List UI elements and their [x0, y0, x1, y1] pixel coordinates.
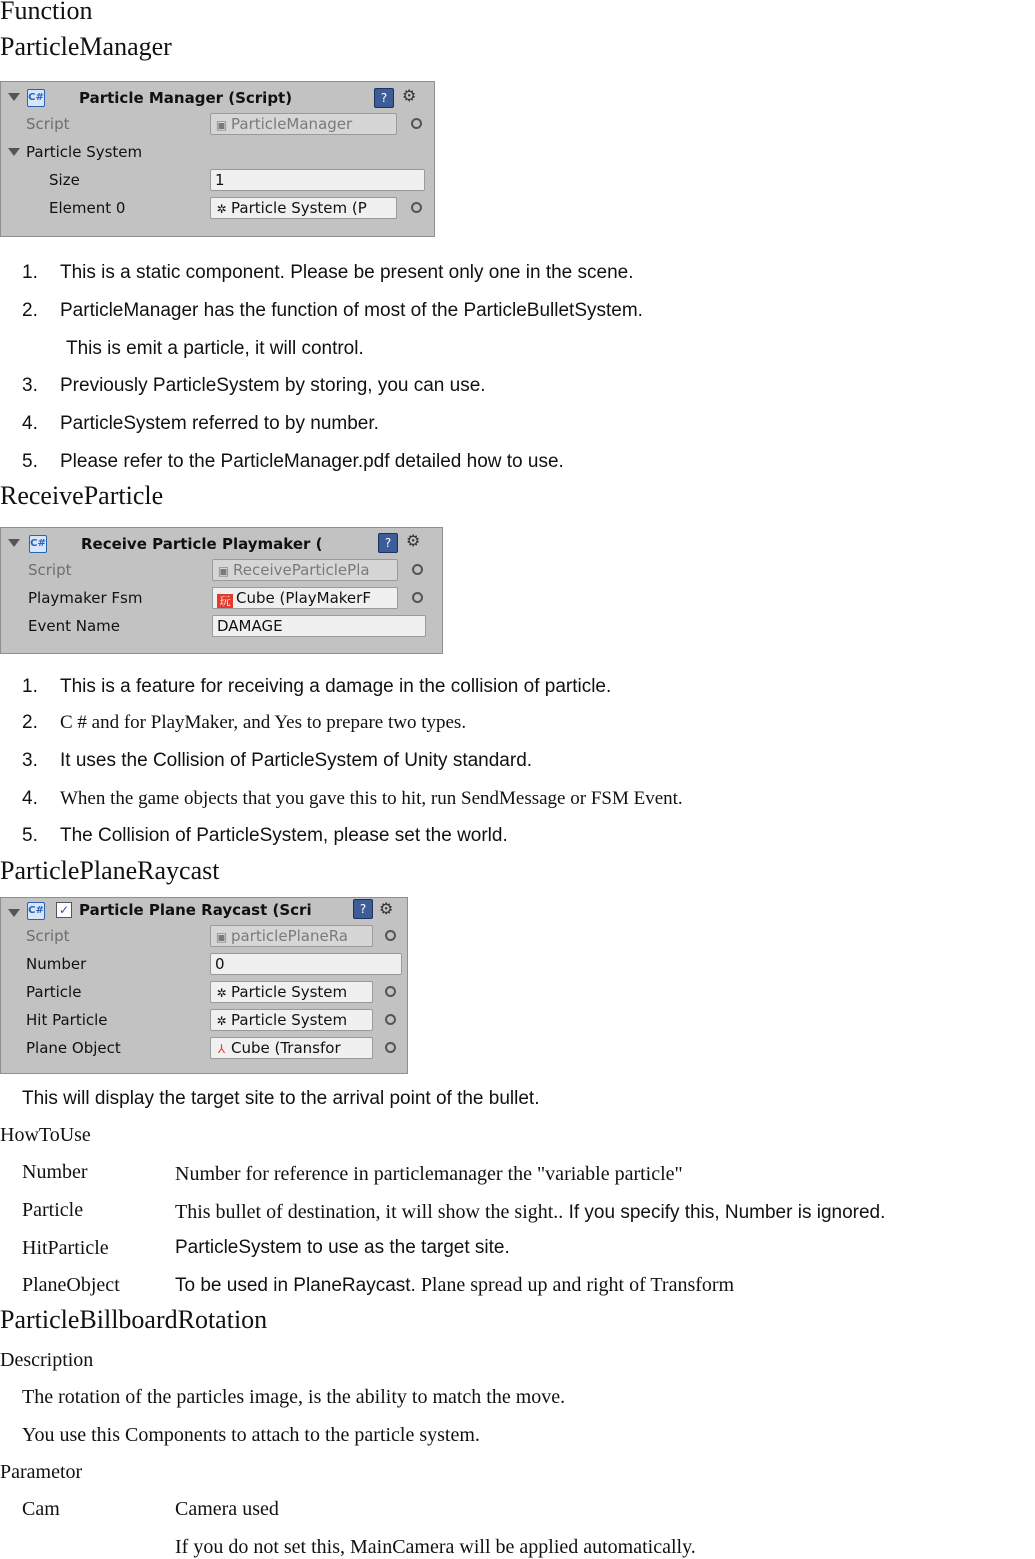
gear-icon[interactable]: ⚙: [402, 86, 417, 105]
param-value-cam: Camera used: [175, 1498, 279, 1520]
plane-object-label: Plane Object: [26, 1039, 121, 1057]
heading-function: Function: [0, 0, 93, 25]
script-label: Script: [26, 115, 70, 133]
list-number: 3.: [22, 375, 38, 396]
param-value-number: Number for reference in particlemanager the "variable particle": [175, 1163, 683, 1185]
list-item-continuation: This is emit a particle, it will control.: [66, 338, 364, 359]
object-picker-icon[interactable]: [412, 592, 423, 603]
list-number: 4.: [22, 788, 38, 809]
size-input[interactable]: 1: [210, 169, 425, 191]
object-picker-icon[interactable]: [385, 930, 396, 941]
description-heading: Description: [0, 1349, 94, 1371]
script-field[interactable]: ▣ ParticleManager: [210, 113, 397, 135]
foldout-arrow-icon[interactable]: [8, 148, 20, 156]
receive-particle-panel: [0, 527, 443, 654]
particle-system-icon: ✲: [216, 202, 227, 216]
component-title: Particle Manager (Script): [79, 89, 293, 107]
heading-particle-plane-raycast: ParticlePlaneRaycast: [0, 856, 220, 885]
particle-field[interactable]: ✲ Particle System: [210, 981, 373, 1003]
list-number: 5.: [22, 451, 38, 472]
csharp-script-icon: C#: [27, 89, 45, 107]
object-picker-icon[interactable]: [385, 986, 396, 997]
script-field[interactable]: ▣ particlePlaneRa: [210, 925, 373, 947]
component-title: Particle Plane Raycast (Scri: [79, 901, 312, 919]
param-value-particle: This bullet of destination, it will show the sight.. If you specify this, Number is ignored.: [175, 1201, 886, 1223]
script-file-icon: ▣: [215, 930, 228, 944]
object-picker-icon[interactable]: [385, 1042, 396, 1053]
list-item: Previously ParticleSystem by storing, you can use.: [60, 375, 486, 396]
list-number: 1.: [22, 262, 38, 283]
heading-particle-manager: ParticleManager: [0, 32, 172, 61]
help-book-icon[interactable]: ?: [374, 88, 394, 108]
object-picker-icon[interactable]: [412, 564, 423, 575]
gear-icon[interactable]: ⚙: [379, 899, 394, 918]
foldout-arrow-icon[interactable]: [8, 93, 20, 101]
param-value-hitparticle: ParticleSystem to use as the target site.: [175, 1237, 510, 1258]
howtouse-heading: HowToUse: [0, 1124, 91, 1146]
number-label: Number: [26, 955, 87, 973]
list-item: This is a static component. Please be present only one in the scene.: [60, 262, 634, 283]
csharp-script-icon: C#: [29, 535, 47, 553]
object-picker-icon[interactable]: [385, 1014, 396, 1025]
particle-plane-raycast-panel: [0, 897, 408, 1074]
component-title: Receive Particle Playmaker (: [81, 535, 323, 553]
gear-icon[interactable]: ⚙: [406, 531, 421, 550]
particle-system-icon: ✲: [216, 1014, 227, 1028]
script-label: Script: [26, 927, 70, 945]
param-key-cam: Cam: [22, 1498, 60, 1520]
playmaker-fsm-label: Playmaker Fsm: [28, 589, 143, 607]
raycast-description: This will display the target site to the arrival point of the bullet.: [22, 1088, 540, 1109]
script-file-icon: ▣: [215, 118, 228, 132]
script-file-icon: ▣: [217, 564, 230, 578]
csharp-script-icon: C#: [27, 902, 45, 920]
script-field[interactable]: ▣ ReceiveParticlePla: [212, 559, 398, 581]
param-key-number: Number: [22, 1161, 88, 1183]
element-0-field[interactable]: ✲ Particle System (P: [210, 197, 397, 219]
param-key-particle: Particle: [22, 1199, 84, 1221]
list-item: C # and for PlayMaker, and Yes to prepare two types.: [60, 712, 467, 733]
list-item: The Collision of ParticleSystem, please set the world.: [60, 825, 508, 846]
description-line: You use this Components to attach to the particle system.: [22, 1424, 480, 1446]
particle-system-icon: ✲: [216, 986, 227, 1000]
heading-receive-particle: ReceiveParticle: [0, 481, 164, 510]
param-key-hitparticle: HitParticle: [22, 1237, 109, 1259]
particle-label: Particle: [26, 983, 82, 1001]
list-item: When the game objects that you gave this to hit, run SendMessage or FSM Event.: [60, 788, 683, 809]
hit-particle-label: Hit Particle: [26, 1011, 108, 1029]
param-key-planeobject: PlaneObject: [22, 1274, 120, 1296]
list-item: ParticleSystem referred to by number.: [60, 413, 379, 434]
number-input[interactable]: 0: [210, 953, 402, 975]
element-0-label: Element 0: [49, 199, 126, 217]
list-number: 2.: [22, 712, 38, 733]
parametor-heading: Parametor: [0, 1461, 83, 1483]
event-name-label: Event Name: [28, 617, 120, 635]
help-book-icon[interactable]: ?: [378, 533, 398, 553]
foldout-arrow-icon[interactable]: [8, 539, 20, 547]
enabled-checkbox[interactable]: ✓: [56, 902, 72, 918]
list-item: It uses the Collision of ParticleSystem of Unity standard.: [60, 750, 533, 771]
list-number: 5.: [22, 825, 38, 846]
plane-object-field[interactable]: ⅄ Cube (Transfor: [210, 1037, 373, 1059]
playmaker-icon: 玩: [217, 594, 233, 609]
param-value-cam-note: If you do not set this, MainCamera will be applied automatically.: [175, 1536, 696, 1558]
list-item: This is a feature for receiving a damage in the collision of particle.: [60, 676, 612, 697]
list-number: 4.: [22, 413, 38, 434]
foldout-arrow-icon[interactable]: [8, 909, 20, 917]
script-label: Script: [28, 561, 72, 579]
playmaker-fsm-field[interactable]: 玩 Cube (PlayMakerF: [212, 587, 398, 609]
particle-manager-panel: [0, 81, 435, 237]
param-value-planeobject: To be used in PlaneRaycast. Plane spread up and right of Transform: [175, 1274, 735, 1296]
event-name-input[interactable]: DAMAGE: [212, 615, 426, 637]
object-picker-icon[interactable]: [411, 118, 422, 129]
particle-system-label: Particle System: [26, 143, 143, 161]
object-picker-icon[interactable]: [411, 202, 422, 213]
list-number: 1.: [22, 676, 38, 697]
list-item: ParticleManager has the function of most of the ParticleBulletSystem.: [60, 300, 643, 321]
list-item: Please refer to the ParticleManager.pdf detailed how to use.: [60, 451, 564, 472]
heading-billboard-rotation: ParticleBillboardRotation: [0, 1305, 268, 1334]
list-number: 3.: [22, 750, 38, 771]
help-book-icon[interactable]: ?: [353, 899, 373, 919]
list-number: 2.: [22, 300, 38, 321]
hit-particle-field[interactable]: ✲ Particle System: [210, 1009, 373, 1031]
description-line: The rotation of the particles image, is the ability to match the move.: [22, 1386, 566, 1408]
transform-icon: ⅄: [217, 1042, 226, 1056]
size-label: Size: [49, 171, 80, 189]
